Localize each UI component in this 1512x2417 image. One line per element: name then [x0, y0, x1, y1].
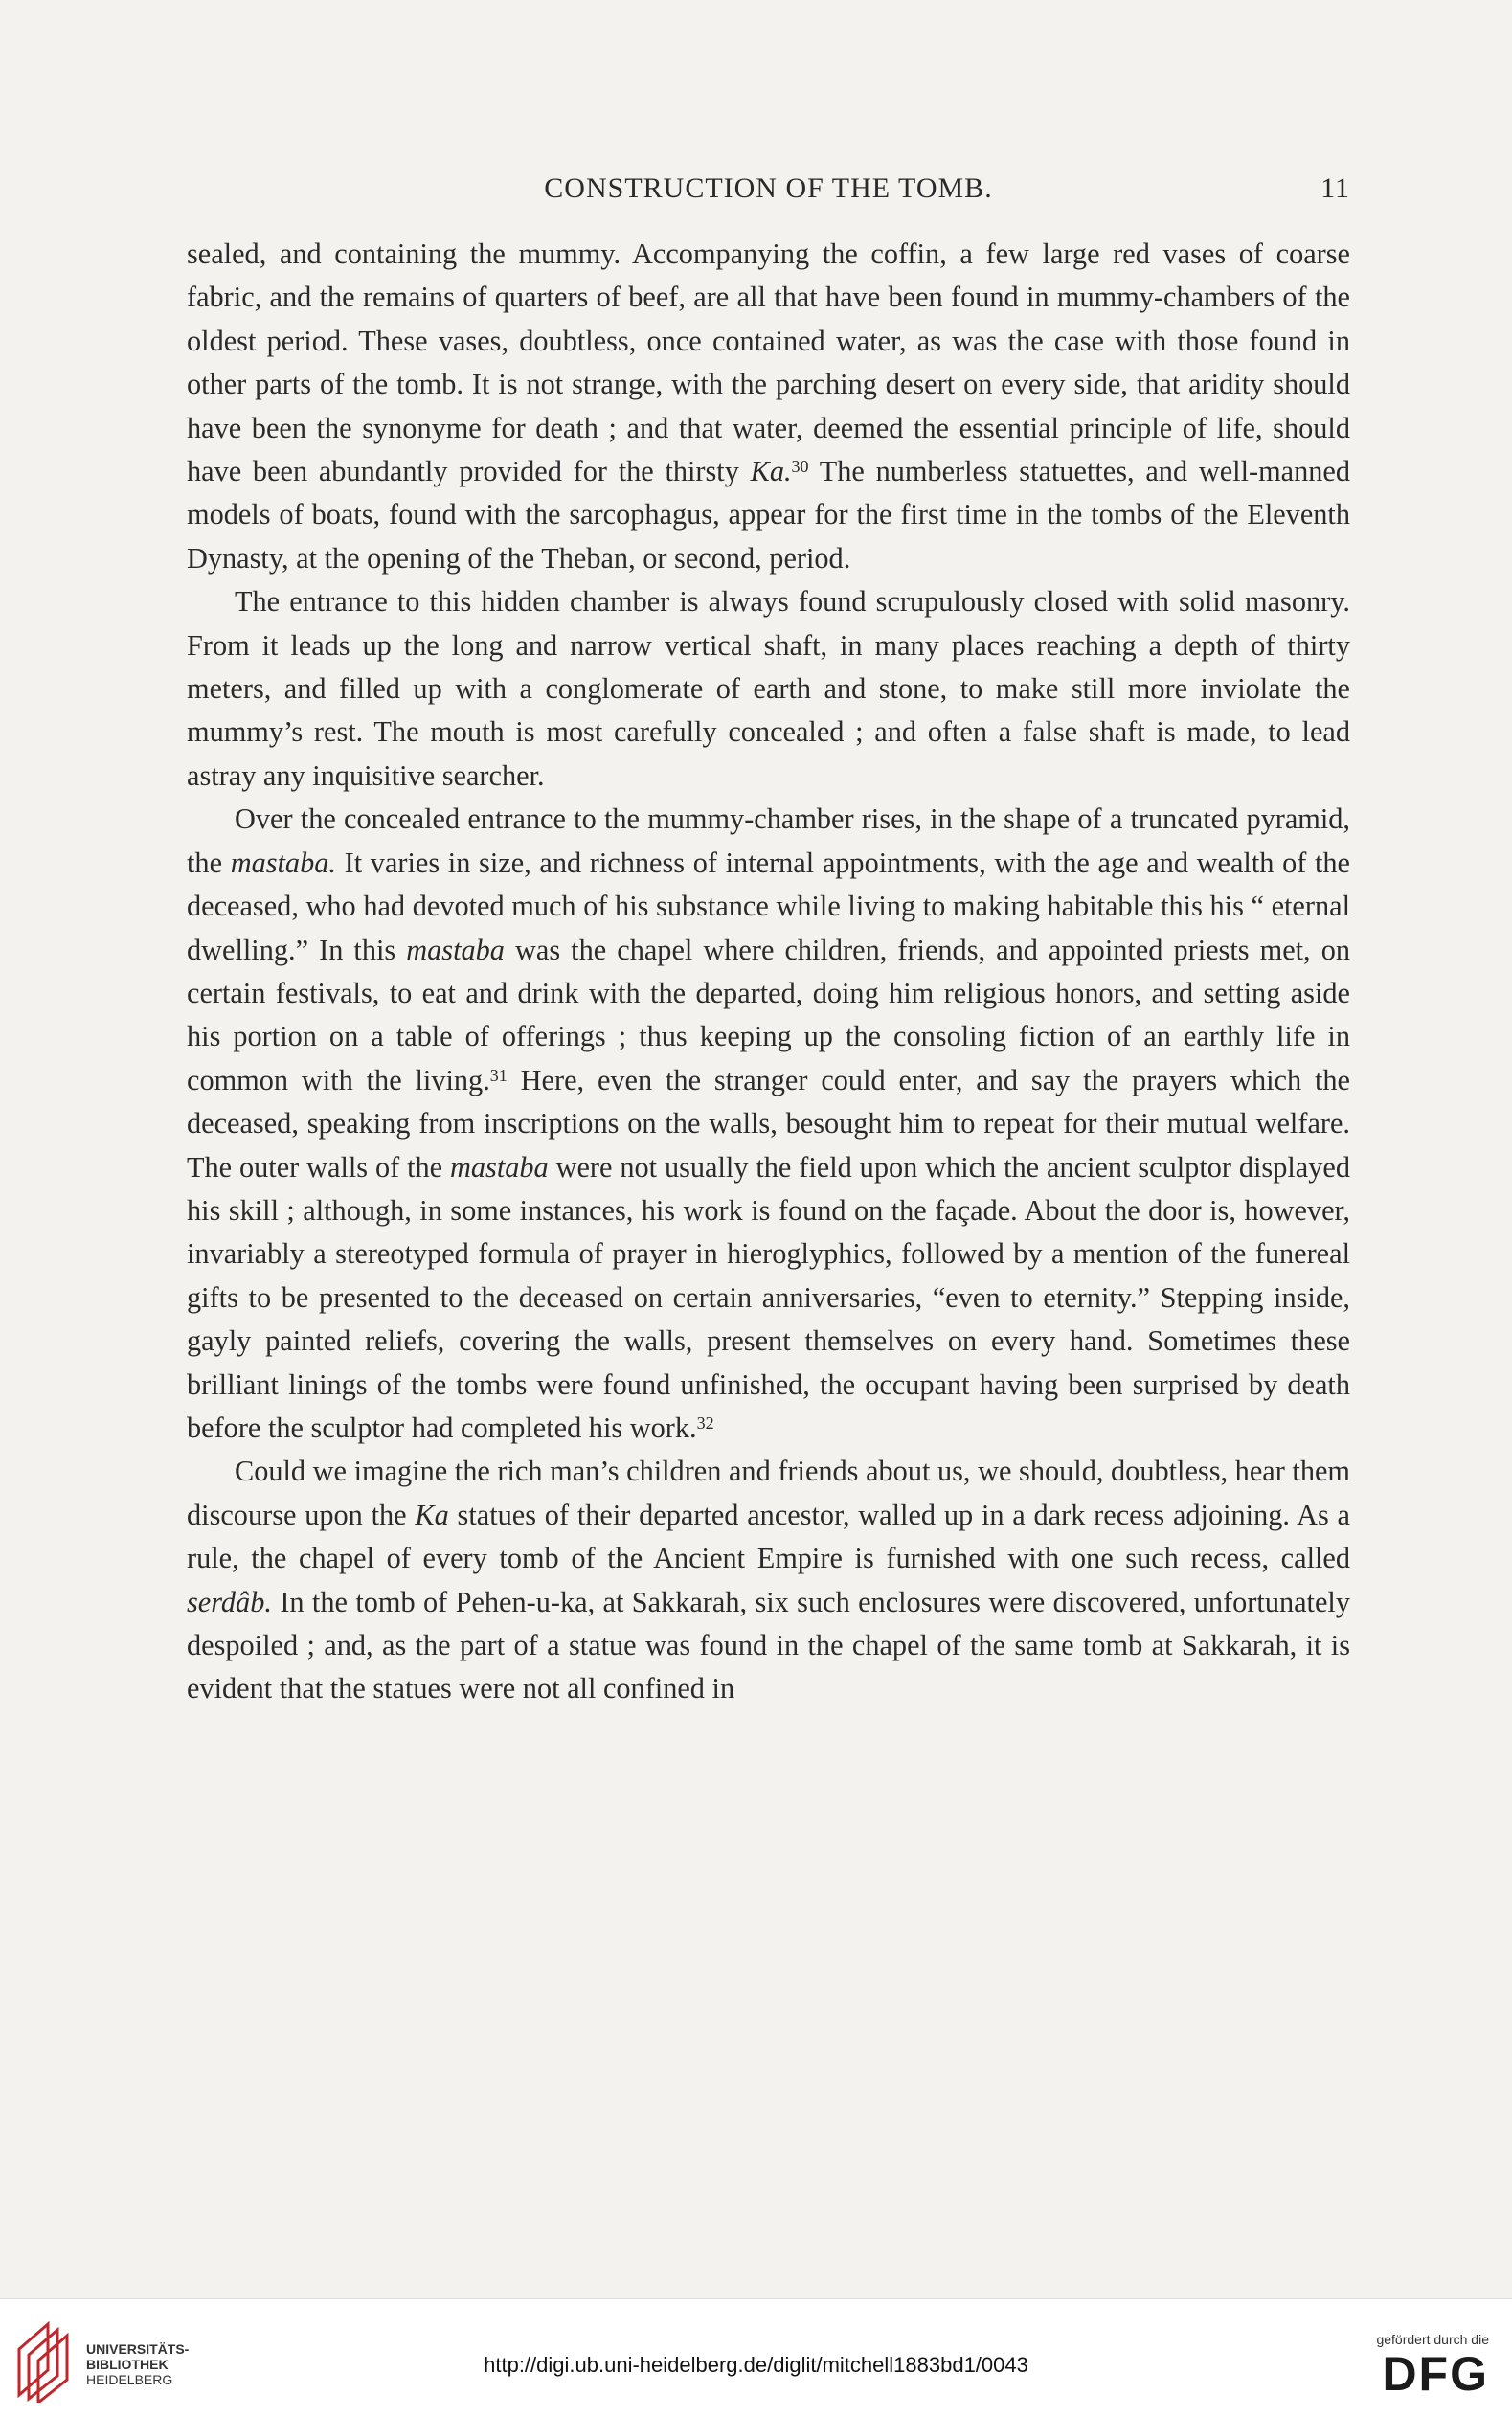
- text-run: Here, even the stranger could enter, and say the prayers which the deceased, speaking from inscriptions on the walls, besought him to repeat for their mutual welfare. The outer walls of the: [187, 1063, 1350, 1184]
- text-run: statues of their departed ancestor, walled up in a dark recess adjoining. As a rule, the chapel of every tomb of the Ancient Empire is furnished with one such recess, called: [187, 1498, 1350, 1575]
- text-run: were not usually the field upon which the ancient sculptor displayed his skill ; although, in some instances, his work is found on the façade. About the door is, however, invariably a stereotyped formula of prayer in hieroglyphics, followed by a mention of the funereal gifts to be presented to the deceased on certain anniversaries, “even to eternity.” Stepping inside, gayly painted reliefs, covering the walls, present themselves on every hand. Sometimes these brilliant linings of the tombs were found unfinished, the occupant having been surprised by death before the sculptor had completed his work.: [187, 1150, 1350, 1444]
- viewer-footer: [0, 2298, 1512, 2417]
- italic-term: mastaba: [450, 1150, 549, 1184]
- running-title: CONSTRUCTION OF THE TOMB.: [544, 172, 993, 204]
- text-run: was the chapel where children, friends, and appointed priests met, on certain festivals, to eat and drink with the departed, doing him religious honors, and setting aside his portion on a table of offerings ; thus keeping up the consoling fiction of an earthly life in common with the living.: [187, 933, 1350, 1096]
- text-run: sealed, and containing the mummy. Accompanying the coffin, a few large red vases of coarse fabric, and the remains of quarters of beef, are all that have been found in mummy-chambers of the oldest period. These vases, doubtless, once contained water, as was the case with those found in other parts of the tomb. It is not strange, with the parching desert on every side, that aridity should have been the synonyme for death ; and that water, deemed the essential principle of life, should have been abundantly provided for the thirsty: [187, 237, 1350, 488]
- dfg-logo: DFG: [1382, 2347, 1489, 2401]
- italic-term: Ka: [415, 1498, 449, 1531]
- paragraph: [187, 580, 1350, 798]
- text-run: Could we imagine the rich man’s children and friends about us, we should, doubtless, hear them discourse upon the: [187, 1455, 1350, 1531]
- paragraph: [187, 1450, 1350, 1710]
- italic-term: mastaba.: [230, 846, 336, 879]
- page-number: 11: [1320, 172, 1350, 204]
- permalink-url[interactable]: http://digi.ub.uni-heidelberg.de/diglit/mitchell1883bd1/0043: [484, 2353, 1028, 2377]
- funding-credit: [1376, 2332, 1489, 2401]
- library-name-line1: UNIVERSITÄTS-: [86, 2341, 190, 2357]
- italic-term: serdâb.: [187, 1585, 272, 1618]
- library-name-line2: BIBLIOTHEK: [86, 2357, 169, 2372]
- italic-term: mastaba: [406, 933, 505, 966]
- body-text: [187, 233, 1350, 1711]
- text-run: It varies in size, and richness of internal appointments, with the age and wealth of the deceased, who had devoted much of his substance while living to making habitable this his “ eternal dwelling.” In this: [187, 846, 1350, 966]
- footnote-ref[interactable]: 30: [791, 457, 809, 477]
- text-run: The numberless statuettes, and well-manned models of boats, found with the sarcophagus, appear for the first time in the tombs of the Eleventh Dynasty, at the opening of the Theban, or second, period.: [187, 455, 1350, 575]
- text-run: In the tomb of Pehen-u-ka, at Sakkarah, six such enclosures were discovered, unfortunately despoiled ; and, as the part of a statue was found in the chapel of the same tomb at Sakkarah, it is evident that the statues were not all confined in: [187, 1585, 1350, 1705]
- funding-label: gefördert durch die: [1376, 2332, 1489, 2347]
- paragraph: [187, 798, 1350, 1450]
- italic-term: Ka.: [750, 455, 792, 488]
- text-run: The entrance to this hidden chamber is always found scrupulously closed with solid masonry. From it leads up the long and narrow vertical shaft, in many places reaching a depth of thirty meters, and filled up with a conglomerate of earth and stone, to make still more inviolate the mummy’s rest. The mouth is most carefully concealed ; and often a false shaft is made, to lead astray any inquisitive searcher.: [187, 585, 1350, 792]
- running-head: [187, 172, 1350, 211]
- paragraph: [187, 233, 1350, 580]
- text-run: Over the concealed entrance to the mummy-chamber rises, in the shape of a truncated pyramid, the: [187, 802, 1350, 879]
- library-name-line3: HEIDELBERG: [86, 2372, 173, 2387]
- footnote-ref[interactable]: 32: [696, 1412, 714, 1433]
- footnote-ref[interactable]: 31: [489, 1065, 508, 1085]
